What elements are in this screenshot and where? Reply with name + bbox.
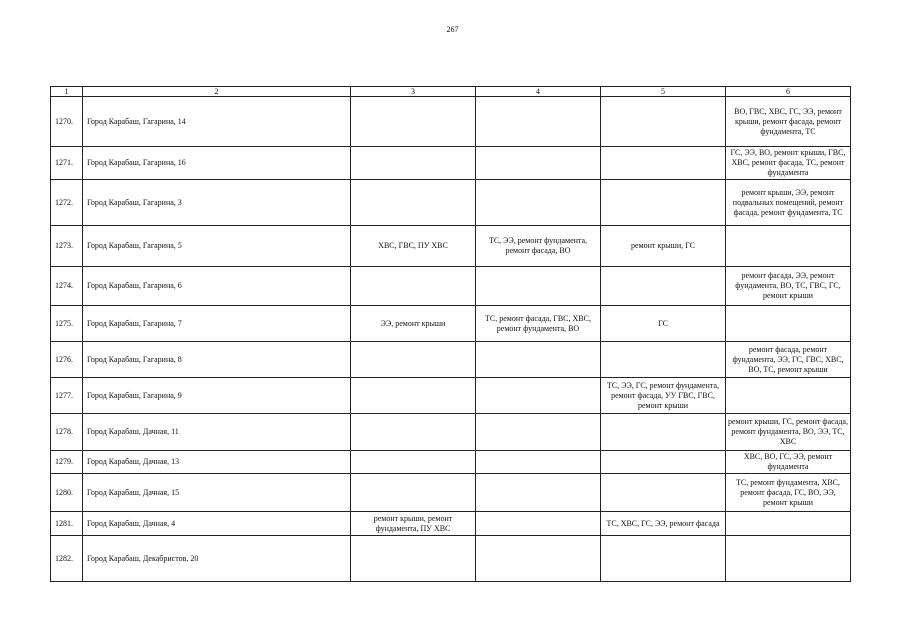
column-header-1: 1 [51, 87, 83, 97]
row-number: 1282. [51, 536, 83, 582]
row-cell-4 [476, 180, 601, 226]
column-header-6: 6 [726, 87, 851, 97]
row-cell-6: ВО, ГВС, ХВС, ГС, ЭЭ, ремонт крыши, ремонт фасада, ремонт фундамента, ТС [726, 97, 851, 147]
table-row [51, 512, 851, 536]
table-row [51, 342, 851, 378]
row-cell-6: ремонт крыши, ЭЭ, ремонт подвальных помещений, ремонт фасада, ремонт фундамента, ТС [726, 180, 851, 226]
row-number: 1276. [51, 342, 83, 378]
row-cell-6 [726, 378, 851, 414]
table-row [51, 414, 851, 451]
row-address: Город Карабаш, Гагарина, 9 [83, 378, 351, 414]
table-row [51, 451, 851, 474]
row-cell-4 [476, 147, 601, 180]
row-cell-5: ремонт крыши, ГС [601, 226, 726, 267]
table-row [51, 147, 851, 180]
row-cell-3 [351, 451, 476, 474]
row-cell-6 [726, 226, 851, 267]
row-cell-4: ТС, ремонт фасада, ГВС, ХВС, ремонт фундамента, ВО [476, 306, 601, 342]
row-number: 1278. [51, 414, 83, 451]
row-cell-4 [476, 267, 601, 306]
column-header-5: 5 [601, 87, 726, 97]
row-cell-6 [726, 536, 851, 582]
row-cell-5: ТС, ХВС, ГС, ЭЭ, ремонт фасада [601, 512, 726, 536]
row-cell-4 [476, 536, 601, 582]
row-cell-3 [351, 414, 476, 451]
table-row [51, 306, 851, 342]
table-row [51, 267, 851, 306]
row-cell-5 [601, 147, 726, 180]
row-number: 1280. [51, 474, 83, 512]
row-address: Город Карабаш, Гагарина, 16 [83, 147, 351, 180]
row-address: Город Карабаш, Декабристов, 20 [83, 536, 351, 582]
row-cell-4 [476, 342, 601, 378]
table-row [51, 97, 851, 147]
row-cell-6: ремонт крыши, ГС, ремонт фасада, ремонт фундамента, ВО, ЭЭ, ТС, ХВС [726, 414, 851, 451]
row-cell-4 [476, 451, 601, 474]
row-cell-6: ремонт фасада, ремонт фундамента, ЭЭ, ГС, ГВС, ХВС, ВО, ТС, ремонт крыши [726, 342, 851, 378]
column-header-2: 2 [83, 87, 351, 97]
column-header-4: 4 [476, 87, 601, 97]
row-cell-3 [351, 342, 476, 378]
table-row [51, 226, 851, 267]
row-address: Город Карабаш, Дачная, 4 [83, 512, 351, 536]
row-number: 1279. [51, 451, 83, 474]
row-cell-6: ХВС, ВО, ГС, ЭЭ, ремонт фундамента [726, 451, 851, 474]
row-cell-5 [601, 474, 726, 512]
row-number: 1273. [51, 226, 83, 267]
row-address: Город Карабаш, Гагарина, 7 [83, 306, 351, 342]
row-cell-3: ремонт крыши, ремонт фундамента, ПУ ХВС [351, 512, 476, 536]
row-cell-3 [351, 147, 476, 180]
header-row [51, 87, 851, 97]
row-number: 1281. [51, 512, 83, 536]
repair-schedule-table [50, 86, 851, 582]
row-cell-5 [601, 97, 726, 147]
row-number: 1277. [51, 378, 83, 414]
row-cell-5: ТС, ЭЭ, ГС, ремонт фундамента, ремонт фасада, УУ ГВС, ГВС, ремонт крыши [601, 378, 726, 414]
row-address: Город Карабаш, Гагарина, 8 [83, 342, 351, 378]
table-row [51, 378, 851, 414]
row-cell-6 [726, 306, 851, 342]
row-cell-5 [601, 451, 726, 474]
row-cell-3 [351, 536, 476, 582]
table-row [51, 536, 851, 582]
row-number: 1270. [51, 97, 83, 147]
row-cell-6: ТС, ремонт фундамента, ХВС, ремонт фасада, ГС, ВО, ЭЭ, ремонт крыши [726, 474, 851, 512]
row-address: Город Карабаш, Дачная, 15 [83, 474, 351, 512]
row-cell-5 [601, 267, 726, 306]
row-address: Город Карабаш, Дачная, 11 [83, 414, 351, 451]
row-cell-5 [601, 414, 726, 451]
row-cell-3: ХВС, ГВС, ПУ ХВС [351, 226, 476, 267]
row-cell-5 [601, 342, 726, 378]
row-cell-4 [476, 474, 601, 512]
row-address: Город Карабаш, Гагарина, 6 [83, 267, 351, 306]
row-cell-3 [351, 97, 476, 147]
row-cell-5 [601, 536, 726, 582]
row-number: 1274. [51, 267, 83, 306]
row-number: 1271. [51, 147, 83, 180]
row-cell-3 [351, 378, 476, 414]
row-cell-4: ТС, ЭЭ, ремонт фундамента, ремонт фасада, ВО [476, 226, 601, 267]
row-cell-3 [351, 267, 476, 306]
column-header-3: 3 [351, 87, 476, 97]
row-cell-6: ремонт фасада, ЭЭ, ремонт фундамента, ВО, ТС, ГВС, ГС, ремонт крыши [726, 267, 851, 306]
row-cell-4 [476, 378, 601, 414]
row-cell-5 [601, 180, 726, 226]
row-cell-3 [351, 180, 476, 226]
row-cell-4 [476, 512, 601, 536]
row-address: Город Карабаш, Гагарина, 14 [83, 97, 351, 147]
row-cell-6 [726, 512, 851, 536]
row-cell-5: ГС [601, 306, 726, 342]
row-number: 1275. [51, 306, 83, 342]
row-address: Город Карабаш, Гагарина, 3 [83, 180, 351, 226]
page-number: 267 [446, 25, 459, 34]
row-address: Город Карабаш, Дачная, 13 [83, 451, 351, 474]
row-cell-4 [476, 414, 601, 451]
table-row [51, 474, 851, 512]
table-row [51, 180, 851, 226]
row-number: 1272. [51, 180, 83, 226]
row-address: Город Карабаш, Гагарина, 5 [83, 226, 351, 267]
row-cell-4 [476, 97, 601, 147]
row-cell-3: ЭЭ, ремонт крыши [351, 306, 476, 342]
row-cell-3 [351, 474, 476, 512]
row-cell-6: ГС, ЭЭ, ВО, ремонт крыши, ГВС, ХВС, ремонт фасада, ТС, ремонт фундамента [726, 147, 851, 180]
